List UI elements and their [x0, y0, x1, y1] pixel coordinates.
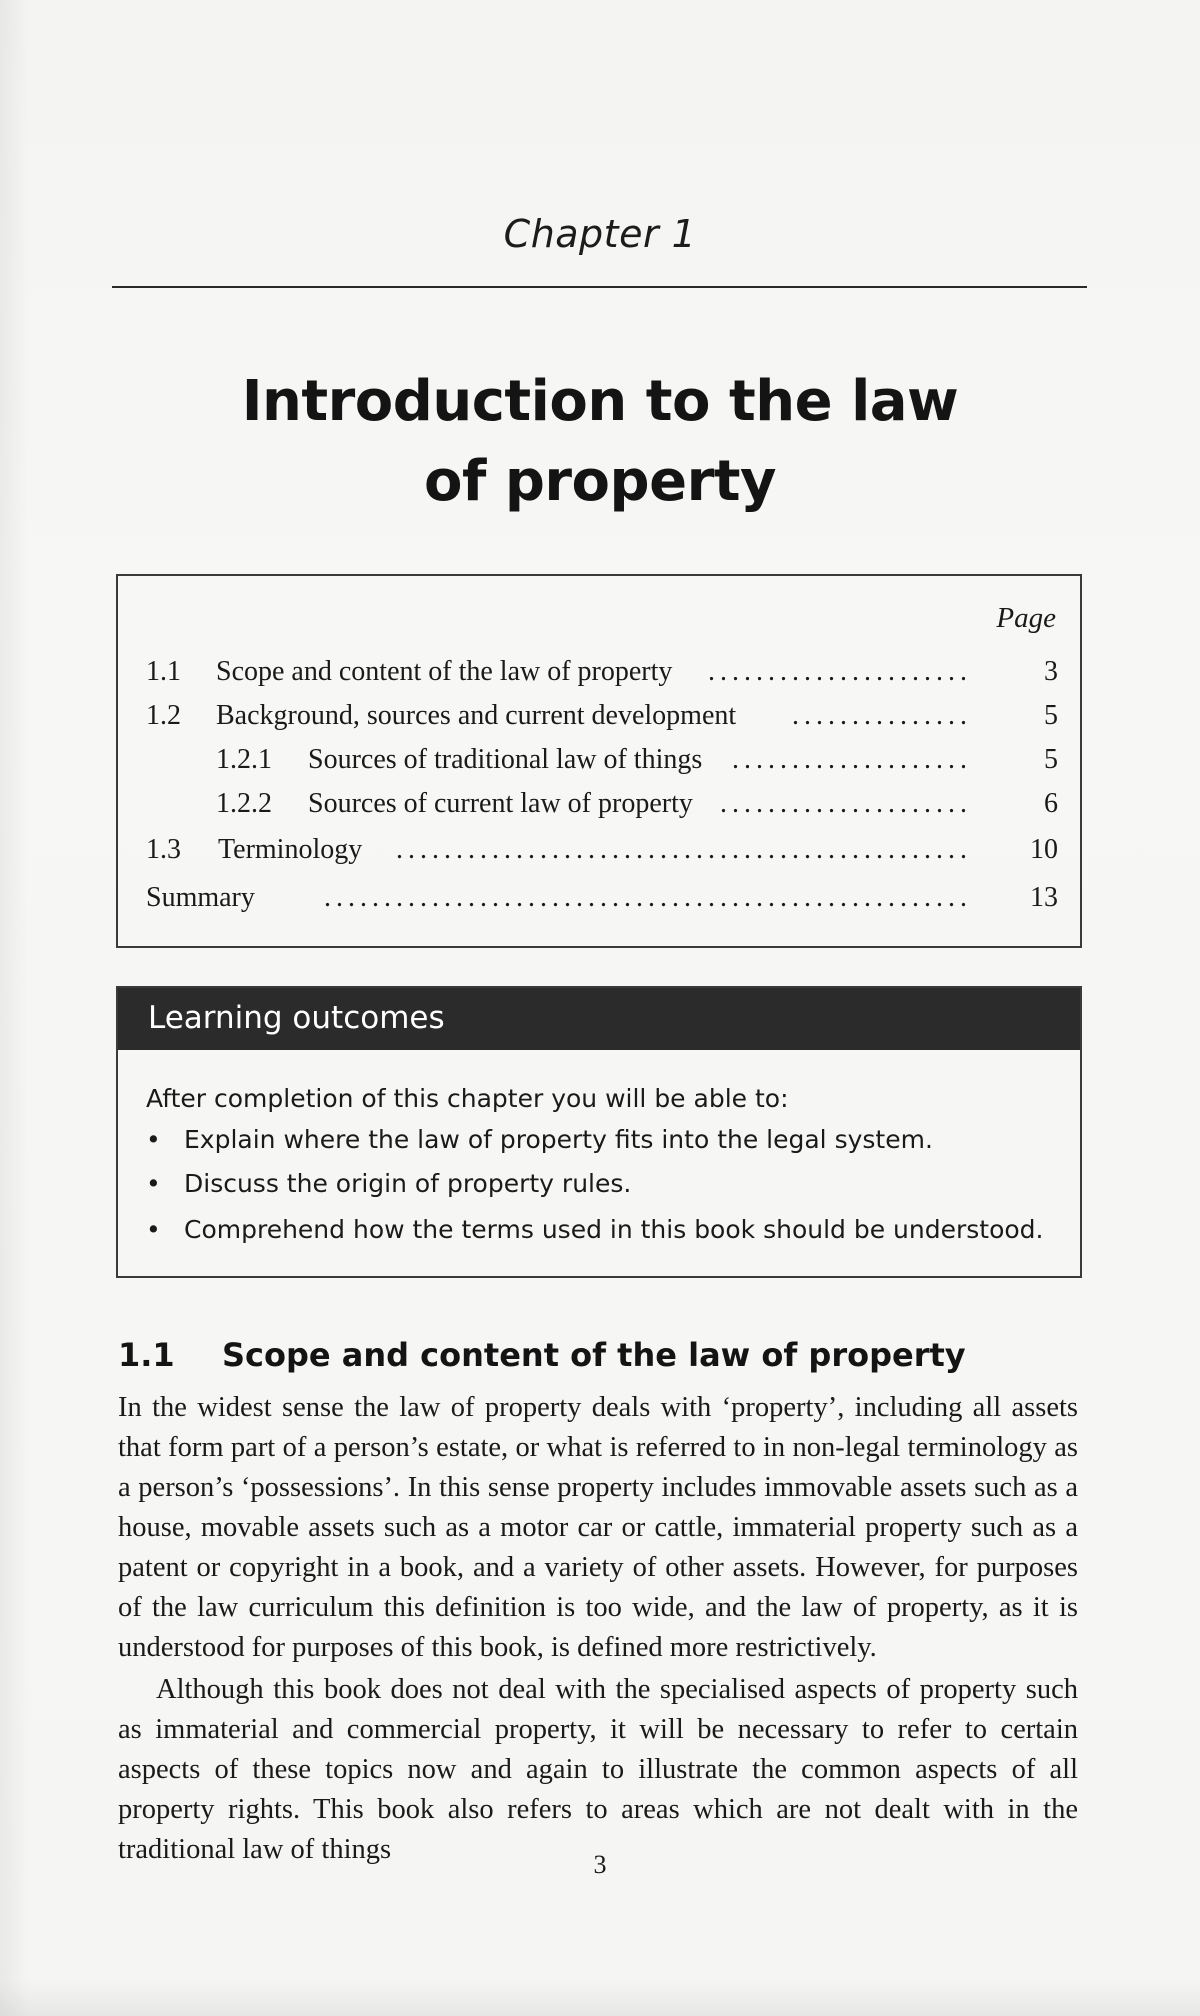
toc-entry	[118, 830, 1080, 870]
toc-entry-leader: ................................................	[396, 834, 972, 865]
toc-entry-title: Sources of traditional law of things	[308, 744, 703, 775]
toc-entry-number: 1.3	[146, 834, 181, 865]
section-number: 1.1	[118, 1336, 175, 1374]
toc-entry	[118, 696, 1080, 736]
body-paragraph: In the widest sense the law of property deals with ‘property’, including all assets that form part of a person’s estate, or what is referred to in non-legal terminology as a person’s ‘possessions’. In this sense property includes immovable assets such as a house, movable assets such as a motor car or cattle, immaterial property such as a patent or copyright in a book, and a variety of other assets. However, for purposes of the law curriculum this definition is too wide, and the law of property, as it is understood for purposes of this book, is defined more restrictively.	[118, 1392, 1078, 1663]
page-bottom-shadow	[0, 1980, 1200, 2016]
bullet-icon: •	[146, 1169, 161, 1198]
learning-outcome-text: Comprehend how the terms used in this book should be understood.	[184, 1215, 1044, 1244]
chapter-label: Chapter 1	[503, 212, 697, 256]
learning-outcomes-intro: After completion of this chapter you will be able to:	[146, 1084, 789, 1113]
page-number: 3	[593, 1850, 607, 1879]
toc-entry-number: 1.2	[146, 700, 181, 731]
chapter-divider	[112, 286, 1087, 288]
toc-entry-page: 5	[1044, 744, 1058, 775]
learning-outcome-text: Discuss the origin of property rules.	[184, 1169, 632, 1198]
toc-entry-page: 3	[1044, 656, 1058, 687]
toc-entry	[118, 740, 1080, 780]
section-title: Scope and content of the law of property	[222, 1336, 966, 1374]
toc-entry-title: Summary	[146, 882, 255, 913]
toc-entry-title: Sources of current law of property	[308, 788, 693, 819]
chapter-title-line-2: of property	[424, 449, 776, 514]
toc-entry-page: 13	[1030, 882, 1058, 913]
learning-outcome-text: Explain where the law of property fits into the legal system.	[184, 1125, 933, 1154]
chapter-title-line-1: Introduction to the law	[241, 369, 959, 434]
toc-entry-title: Background, sources and current development	[216, 700, 737, 731]
toc-entry-number: 1.2.2	[216, 788, 272, 819]
toc-entry-leader: .....................	[720, 788, 972, 819]
page-edge-shadow	[0, 0, 30, 2016]
toc-entry-leader: ......................................................	[324, 882, 972, 913]
bullet-icon: •	[146, 1125, 161, 1154]
toc-entry-leader: ....................	[732, 744, 972, 775]
toc-entry-page: 10	[1030, 834, 1058, 865]
toc-entry-page: 6	[1044, 788, 1058, 819]
learning-outcomes-box	[116, 986, 1082, 1278]
toc-entry-number: 1.2.1	[216, 744, 272, 775]
toc-entry-leader: ...............	[792, 700, 972, 731]
toc-entry-title: Scope and content of the law of property	[216, 656, 673, 687]
bullet-icon: •	[146, 1215, 161, 1244]
learning-outcomes-header	[118, 988, 1080, 1050]
toc-entry-title: Terminology	[218, 834, 363, 865]
toc-entry-number: 1.1	[146, 656, 181, 687]
toc-page-heading: Page	[996, 602, 1056, 634]
toc-entry	[118, 652, 1080, 692]
toc-entry	[118, 784, 1080, 824]
toc-entry-page: 5	[1044, 700, 1058, 731]
body-paragraph: Although this book does not deal with the specialised aspects of property such as immaterial and commercial property, it will be necessary to refer to certain aspects of these topics now and again to illustrate the common aspects of all property rights. This book also refers to areas which are not dealt with in the traditional law of things	[118, 1674, 1078, 1865]
chapter-title	[0, 362, 1200, 522]
table-of-contents	[116, 574, 1082, 948]
toc-entry-leader: ......................	[708, 656, 972, 687]
toc-entry	[118, 878, 1080, 918]
learning-outcomes-heading: Learning outcomes	[148, 1000, 445, 1036]
